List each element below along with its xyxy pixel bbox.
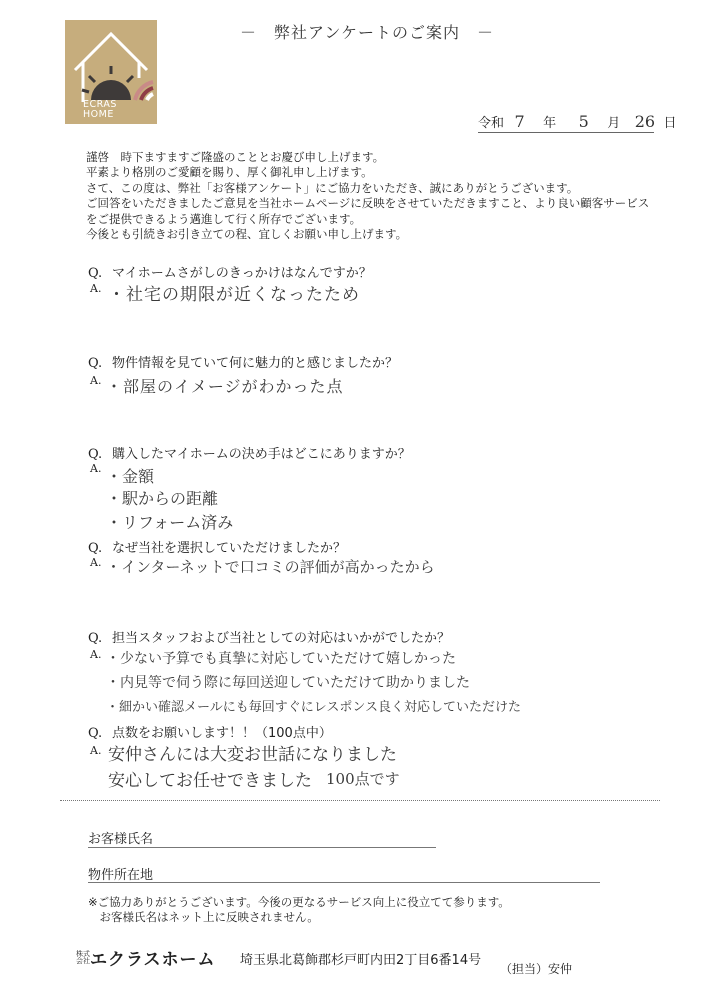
a-mark: A. <box>90 648 102 661</box>
letter-line: 謹啓 時下ますますご隆盛のこととお慶び申し上げます。 <box>86 150 385 164</box>
date-month: 5 <box>578 112 589 131</box>
question-3 <box>88 443 411 462</box>
company-type <box>76 951 90 965</box>
company-name: エクラスホーム <box>90 950 216 970</box>
question-text: なぜ当社を選択していただけましたか？ <box>112 541 347 556</box>
question-5 <box>88 627 450 646</box>
answer-5-3: ・細かい確認メールにも毎回すぐにレスポンス良く対応していただけた <box>106 700 521 715</box>
a-mark: A. <box>90 462 102 475</box>
q-mark: Q. <box>88 356 103 371</box>
q-mark: Q. <box>88 266 103 281</box>
logo-text-line1: ECRAS <box>83 99 117 110</box>
date-day-unit: 日 <box>663 116 677 131</box>
footer-note <box>88 895 510 924</box>
date-line <box>478 112 677 133</box>
question-2 <box>88 352 398 371</box>
question-1 <box>88 262 372 281</box>
date-day: 26 <box>634 112 656 131</box>
answer-3-2: ・駅からの距離 <box>106 489 219 508</box>
company-address: 埼玉県北葛飾郡杉戸町内田2丁目6番14号 <box>240 953 482 968</box>
answer-4-1: ・インターネットで口コミの評価が高かったから <box>106 558 435 576</box>
answer-5-1: ・少ない予算でも真摯に対応していただけて嬉しかった <box>106 651 456 667</box>
q-mark: Q. <box>88 541 103 556</box>
question-text: マイホームさがしのきっかけはなんですか？ <box>112 266 372 281</box>
company-type-line2: 会社 <box>76 956 90 965</box>
section-divider <box>60 800 660 801</box>
note-line: お客様氏名はネット上に反映されません。 <box>88 909 319 924</box>
ecras-home-logo <box>65 20 157 124</box>
a-mark: A. <box>90 744 102 757</box>
customer-name-label: お客様氏名 <box>88 832 154 847</box>
note-line: ※ご協力ありがとうございます。今後の更なるサービス向上に役立てて参ります。 <box>88 895 510 909</box>
customer-name-line <box>88 847 436 848</box>
property-address-line <box>88 882 600 883</box>
date-era: 令和 <box>478 116 505 131</box>
answer-6-1: 安仲さんには大変お世話になりました <box>108 745 397 765</box>
question-4 <box>88 537 346 556</box>
date-year-unit: 年 <box>543 116 557 131</box>
property-address-label: 物件所在地 <box>88 868 154 883</box>
date-month-unit: 月 <box>607 116 621 131</box>
question-text: 点数をお願いします！！（100点中） <box>112 726 332 741</box>
question-text: 購入したマイホームの決め手はどこにありますか？ <box>112 447 411 462</box>
date-year: 7 <box>514 112 525 131</box>
answer-3-1: ・金額 <box>106 467 155 486</box>
page-title: － 弊社アンケートのご案内 － <box>240 23 495 42</box>
logo-text-line2: HOME <box>83 109 114 120</box>
letter-line: をご提供できるよう邁進して行く所存でございます。 <box>86 211 362 226</box>
greeting-letter <box>86 150 649 242</box>
company-type-line1: 株式 <box>76 949 90 958</box>
answer-2-1: ・部屋のイメージがわかった点 <box>106 377 344 396</box>
question-text: 物件情報を見ていて何に魅力的と感じましたか？ <box>112 356 399 371</box>
answer-6-2: 安心してお任せできました <box>108 771 312 791</box>
answer-6-3: 100点です <box>326 770 400 788</box>
q-mark: Q. <box>88 447 103 462</box>
letter-line: さて、この度は、弊社「お客様アンケート」にご協力をいただき、誠にありがとうございます。 <box>86 180 579 195</box>
answer-3-3: ・リフォーム済み <box>106 513 234 532</box>
a-mark: A. <box>90 282 102 295</box>
a-mark: A. <box>90 374 102 387</box>
q-mark: Q. <box>88 631 103 646</box>
question-6 <box>88 722 332 741</box>
letter-line: 平素より格別のご愛顧を賜り、厚く御礼申し上げます。 <box>86 165 373 180</box>
answer-1-1: ・社宅の期限が近くなったため <box>108 285 360 305</box>
letter-line: ご回答をいただきましたご意見を当社ホームページに反映をさせていただきますこと、より良い顧客サービス <box>86 196 650 211</box>
letter-line: 今後とも引続きお引き立ての程、宜しくお願い申し上げます。 <box>86 227 408 242</box>
answer-5-2: ・内見等で伺う際に毎回送迎していただけて助かりました <box>106 675 470 691</box>
company-block <box>76 945 216 970</box>
a-mark: A. <box>90 556 102 569</box>
staff-name: （担当）安仲 <box>500 962 573 976</box>
q-mark: Q. <box>88 726 103 741</box>
question-text: 担当スタッフおよび当社としての対応はいかがでしたか？ <box>112 631 451 646</box>
